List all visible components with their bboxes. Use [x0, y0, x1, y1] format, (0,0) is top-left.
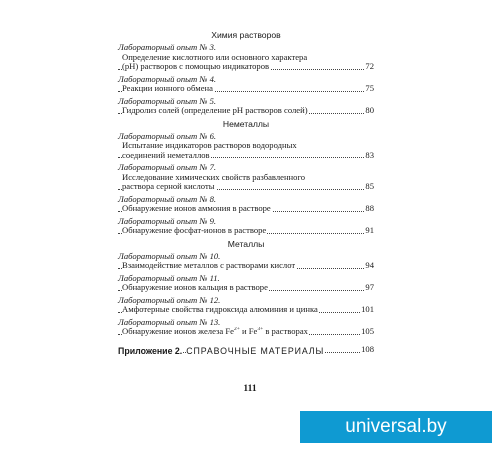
lab-title: Лабораторный опыт № 7.	[118, 162, 217, 172]
entry-text: соединений неметаллов	[122, 150, 210, 160]
page-ref: 85	[365, 182, 374, 191]
section-heading-nonmetals: Неметаллы	[222, 118, 270, 129]
lab-title: Лабораторный опыт № 11.	[118, 272, 220, 283]
entry-text: Гидролиз солей (определение рН растворов солей)	[122, 106, 308, 115]
toc-entry-lab-13	[118, 318, 374, 337]
page-ref: 97	[365, 283, 374, 292]
toc-entry-lab-10	[118, 252, 374, 271]
lab-title: Лабораторный опыт № 6.	[118, 130, 217, 141]
entry-text-part: и Fe	[239, 327, 258, 336]
entry-text: Обнаружение ионов аммония в растворе	[122, 204, 271, 213]
entry-text-with-page	[118, 327, 374, 337]
page-ref: 83	[365, 150, 374, 160]
entry-text-with-page	[118, 305, 374, 315]
lab-title: Лабораторный опыт № 4.	[118, 73, 217, 84]
page-ref: 91	[365, 226, 374, 235]
lab-title: Лабораторный опыт № 8.	[118, 193, 217, 204]
toc-entry-lab-6	[118, 132, 374, 161]
entry-text-with-page	[118, 204, 374, 214]
toc-entry-lab-5	[118, 97, 374, 116]
appendix-label: Приложение 2.	[118, 345, 183, 356]
entry-text-with-page	[118, 106, 374, 116]
toc-entry-lab-11	[118, 274, 374, 293]
page-ref: 108	[361, 343, 374, 354]
lab-title: Лабораторный опыт № 12.	[118, 294, 221, 305]
table-of-contents	[118, 28, 374, 355]
page-ref: 105	[361, 327, 374, 336]
toc-entry-lab-7	[118, 163, 374, 192]
entry-text: Обнаружение ионов кальция в растворе	[122, 283, 268, 292]
entry-text-with-page	[118, 84, 374, 94]
page-ref: 88	[365, 204, 374, 213]
entry-text: Взаимодействие металлов с растворами кислот	[122, 261, 296, 270]
entry-text: Испытание индикаторов растворов водородных	[122, 141, 297, 150]
toc-entry-appendix-2	[118, 344, 374, 355]
entry-text-with-page	[118, 283, 374, 293]
section-heading-metals: Металлы	[227, 238, 265, 249]
toc-entry-lab-12	[118, 296, 374, 315]
toc-entry-lab-8	[118, 195, 374, 214]
entry-text-with-page	[118, 261, 374, 271]
lab-title: Лабораторный опыт № 3.	[118, 42, 217, 52]
entry-text: Обнаружение фосфат-ионов в растворе	[122, 226, 267, 235]
entry-text-part: Обнаружение ионов железа Fe	[122, 327, 234, 336]
page-ref: 72	[365, 62, 374, 71]
lab-title: Лабораторный опыт № 10.	[118, 250, 221, 261]
entry-text: (рН) растворов с помощью индикаторов	[122, 62, 270, 71]
superscript-charge: 2+	[233, 327, 240, 333]
page-ref: 80	[365, 106, 374, 115]
appendix-title: СПРАВОЧНЫЕ МАТЕРИАЛЫ	[186, 345, 325, 356]
toc-entry-lab-9	[118, 217, 374, 236]
entry-text	[122, 327, 309, 336]
entry-text-with-page	[118, 226, 374, 236]
watermark-logo: universal.by	[300, 411, 492, 443]
entry-text: Амфотерные свойства гидроксида алюминия и цинка	[122, 305, 318, 314]
lab-title: Лабораторный опыт № 9.	[118, 215, 217, 226]
lab-title: Лабораторный опыт № 13.	[118, 316, 221, 327]
lab-title: Лабораторный опыт № 5.	[118, 95, 217, 106]
toc-entry-lab-4	[118, 75, 374, 94]
entry-text-with-page	[118, 151, 374, 161]
entry-text: Определение кислотного или основного характера	[122, 52, 308, 62]
entry-text: Реакции ионного обмена	[122, 84, 213, 93]
entry-text-part: в растворах	[263, 327, 308, 336]
entry-text-with-page	[118, 62, 374, 72]
page-ref: 101	[361, 305, 374, 314]
page-number: 111	[243, 384, 257, 394]
section-heading-chemistry: Химия растворов	[211, 30, 281, 40]
page-ref: 75	[365, 84, 374, 93]
entry-text: Исследование химических свойств разбавленного	[122, 172, 306, 182]
page-ref: 94	[365, 261, 374, 270]
toc-entry-lab-3	[118, 43, 374, 72]
superscript-charge: 3+	[257, 327, 264, 333]
entry-text: раствора серной кислоты	[122, 182, 215, 191]
entry-text-with-page	[118, 182, 374, 192]
